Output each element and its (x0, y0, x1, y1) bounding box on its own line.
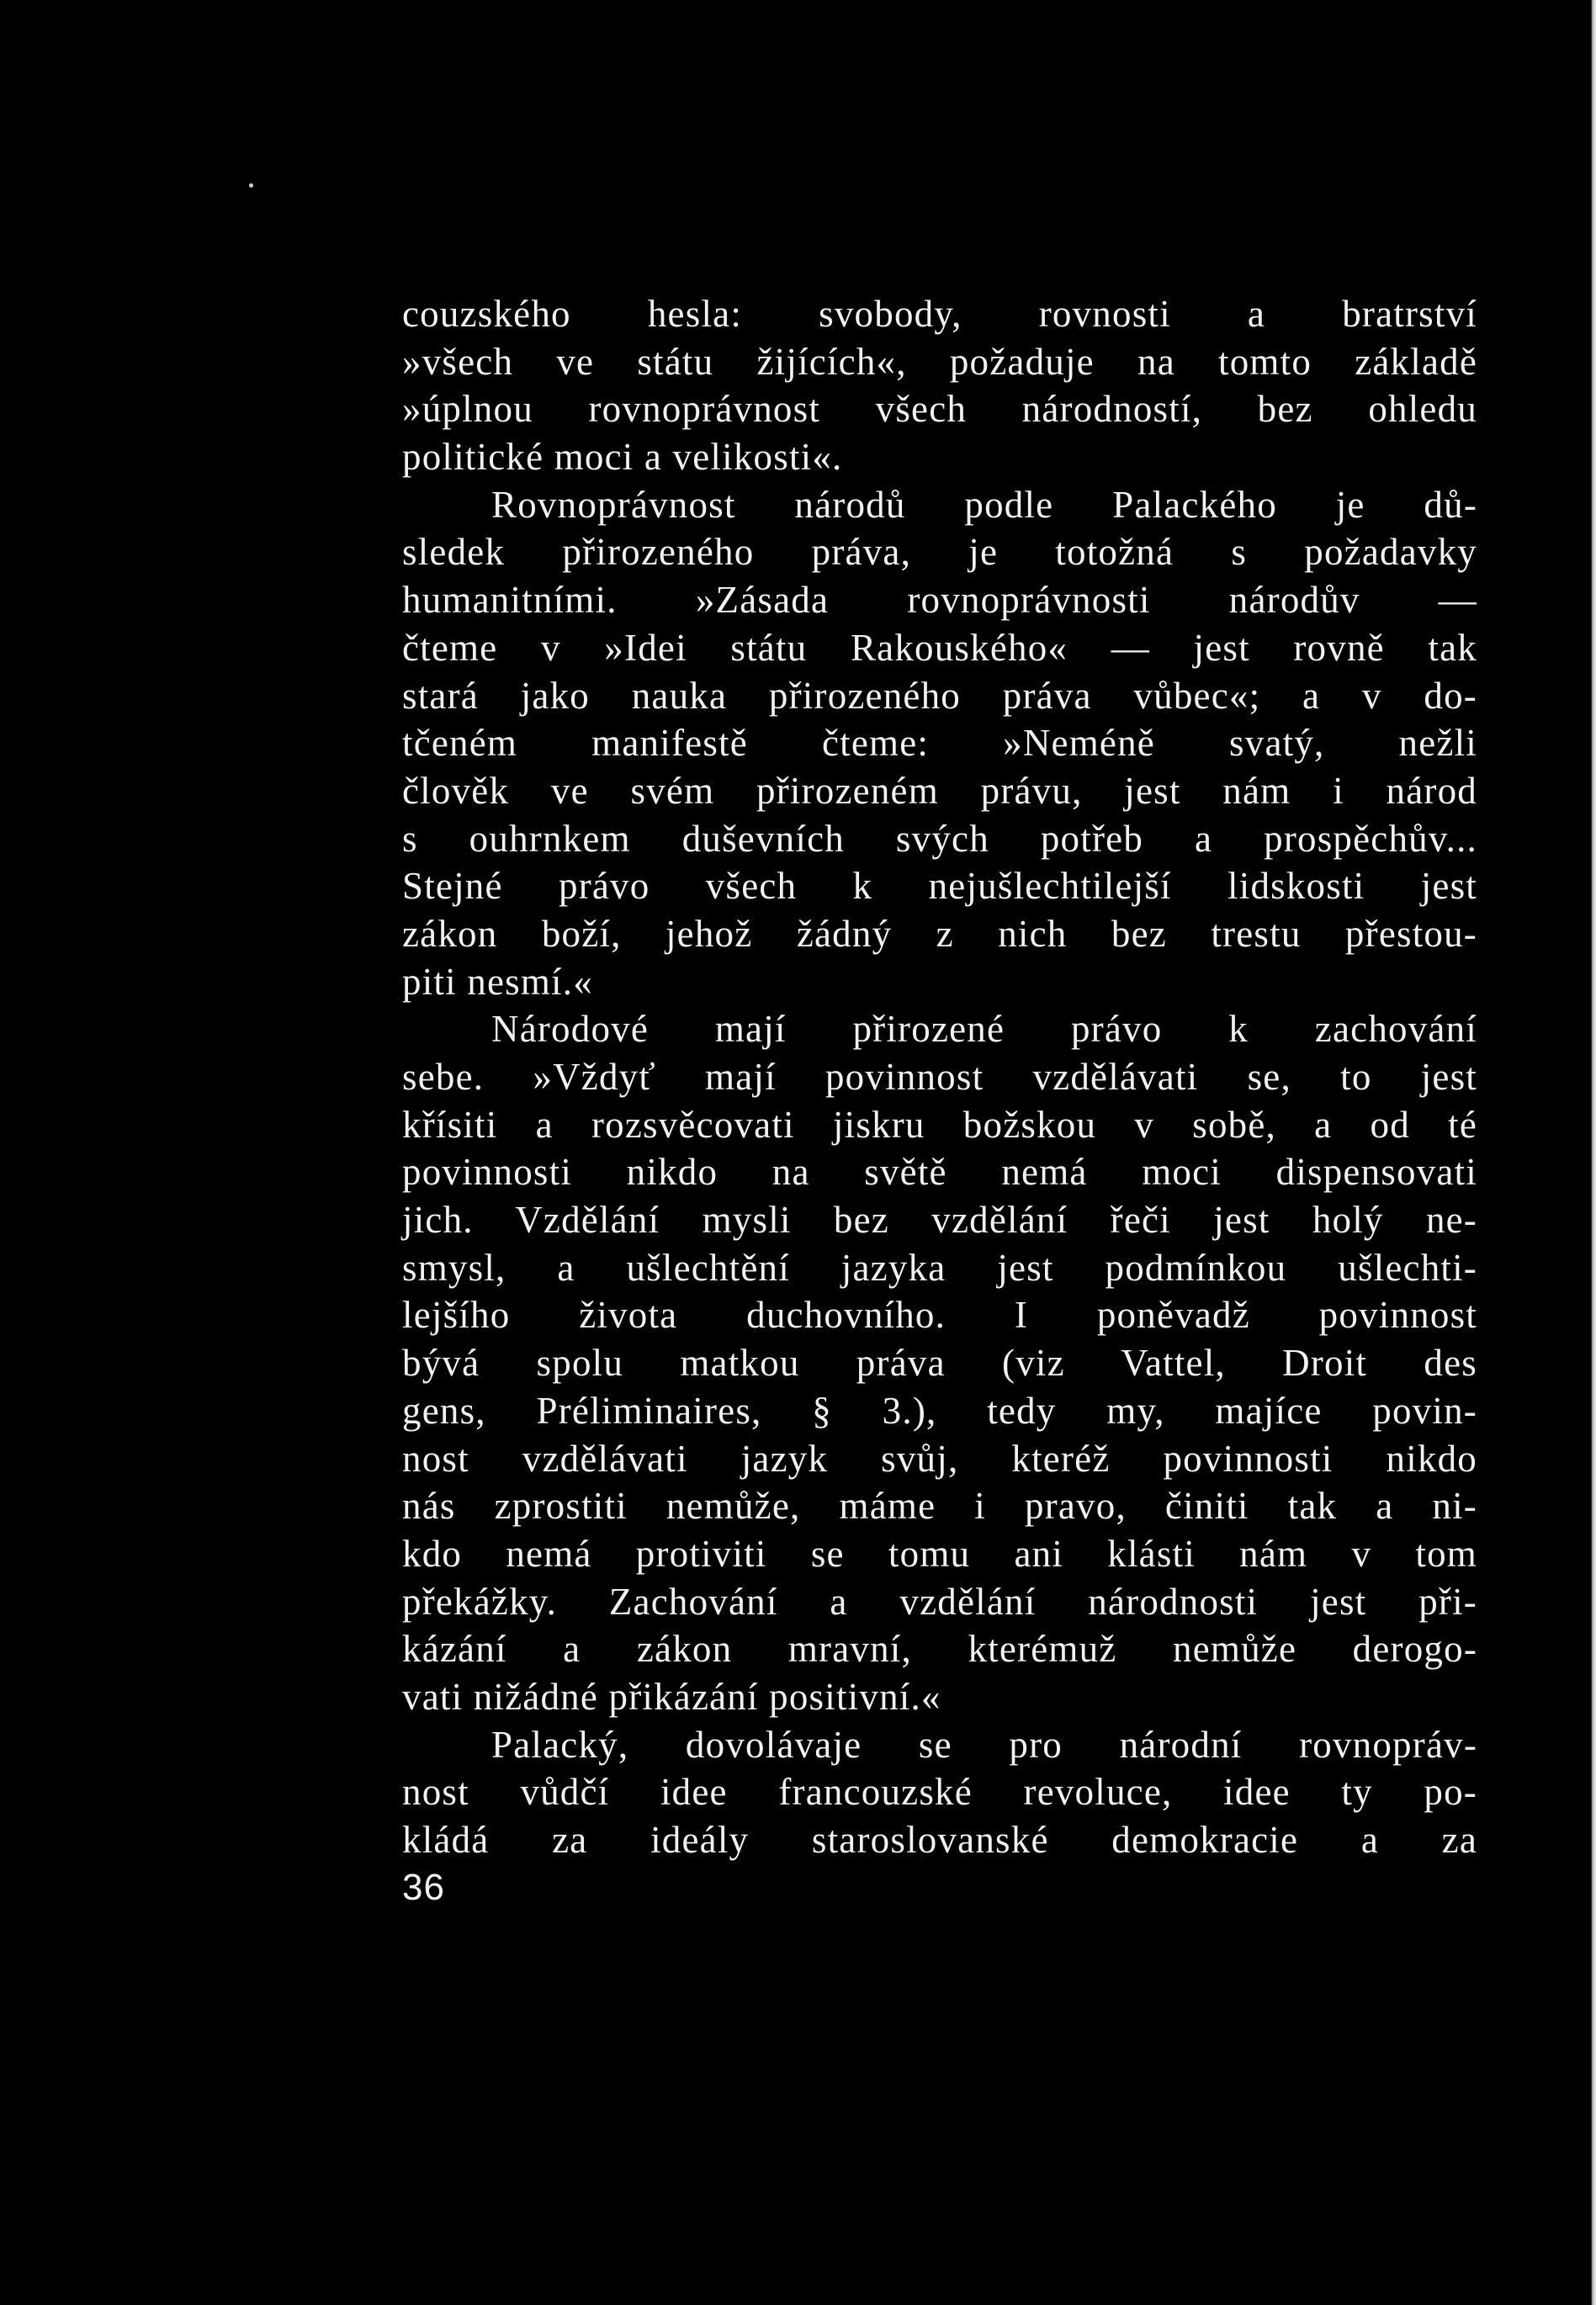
text-line: bývá spolu matkou práva (viz Vattel, Droit des (402, 1342, 1477, 1385)
paragraph-3 (402, 1005, 1477, 1720)
text-line: kdo nemá protiviti se tomu ani klásti nám v tom (402, 1532, 1477, 1575)
text-line: sebe. »Vždyť mají povinnost vzdělávati se, to jest (402, 1056, 1477, 1098)
text-line: nás zprostiti nemůže, máme i pravo, činiti tak a ni- (402, 1485, 1477, 1528)
text-line: stará jako nauka přirozeného práva vůbec«; a v do- (402, 674, 1477, 717)
text-line: křísiti a rozsvěcovati jiskru božskou v sobě, a od té (402, 1103, 1477, 1146)
text-line: jich. Vzdělání mysli bez vzdělání řeči jest holý ne- (402, 1199, 1477, 1242)
text-line: vati nižádné přikázání positivní.« (402, 1675, 941, 1718)
text-line: kládá za ideály staroslovanské demokracie a za (402, 1819, 1477, 1861)
text-line: Národové mají přirozené právo k zachování (491, 1008, 1477, 1051)
text-line: nost vzdělávati jazyk svůj, kteréž povinnosti nikdo (402, 1437, 1477, 1480)
text-line: sledek přirozeného práva, je totožná s požadavky (402, 531, 1477, 574)
text-line: s ouhrnkem duševních svých potřeb a prospěchův... (402, 817, 1477, 860)
speck-mark (249, 183, 253, 188)
text-line: humanitními. »Zásada rovnoprávnosti národův — (402, 579, 1477, 622)
text-line: »úplnou rovnoprávnost všech národností, bez ohledu (402, 388, 1477, 431)
text-line: kázání a zákon mravní, kterémuž nemůže derogo- (402, 1628, 1477, 1671)
paragraph-1 (402, 290, 1477, 481)
page-edge-shadow (1584, 0, 1596, 2305)
text-line: Stejné právo všech k nejušlechtilejší lidskosti jest (402, 865, 1477, 908)
text-line: smysl, a ušlechtění jazyka jest podmínkou ušlechti- (402, 1246, 1477, 1289)
book-page (402, 290, 1477, 1911)
paragraph-2 (402, 481, 1477, 1006)
text-line: politické moci a velikosti«. (402, 436, 843, 479)
text-line: gens, Préliminaires, § 3.), tedy my, majíce povin- (402, 1389, 1477, 1432)
text-line: povinnosti nikdo na světě nemá moci dispensovati (402, 1151, 1477, 1194)
text-line: překážky. Zachování a vzdělání národnosti jest při- (402, 1580, 1477, 1623)
text-line: Palacký, dovolávaje se pro národní rovnopráv- (491, 1723, 1477, 1766)
text-line: nost vůdčí idee francouzské revoluce, idee ty po- (402, 1771, 1477, 1814)
text-line: couzského hesla: svobody, rovnosti a bratrství (402, 293, 1477, 335)
text-line: čteme v »Idei státu Rakouského« — jest rovně tak (402, 626, 1477, 669)
text-line: tčeném manifestě čteme: »Neméně svatý, nežli (402, 722, 1477, 765)
text-line: piti nesmí.« (402, 960, 593, 1003)
paragraph-4 (402, 1721, 1477, 1864)
text-line: »všech ve státu žijících«, požaduje na tomto základě (402, 340, 1477, 383)
page-number: 36 (402, 1866, 445, 1908)
text-line: Rovnoprávnost národů podle Palackého je dů- (491, 483, 1477, 526)
text-line: lejšího života duchovního. I poněvadž povinnost (402, 1294, 1477, 1337)
text-line: zákon boží, jehož žádný z nich bez trestu přestou- (402, 912, 1477, 955)
text-line: člověk ve svém přirozeném právu, jest nám i národ (402, 769, 1477, 812)
